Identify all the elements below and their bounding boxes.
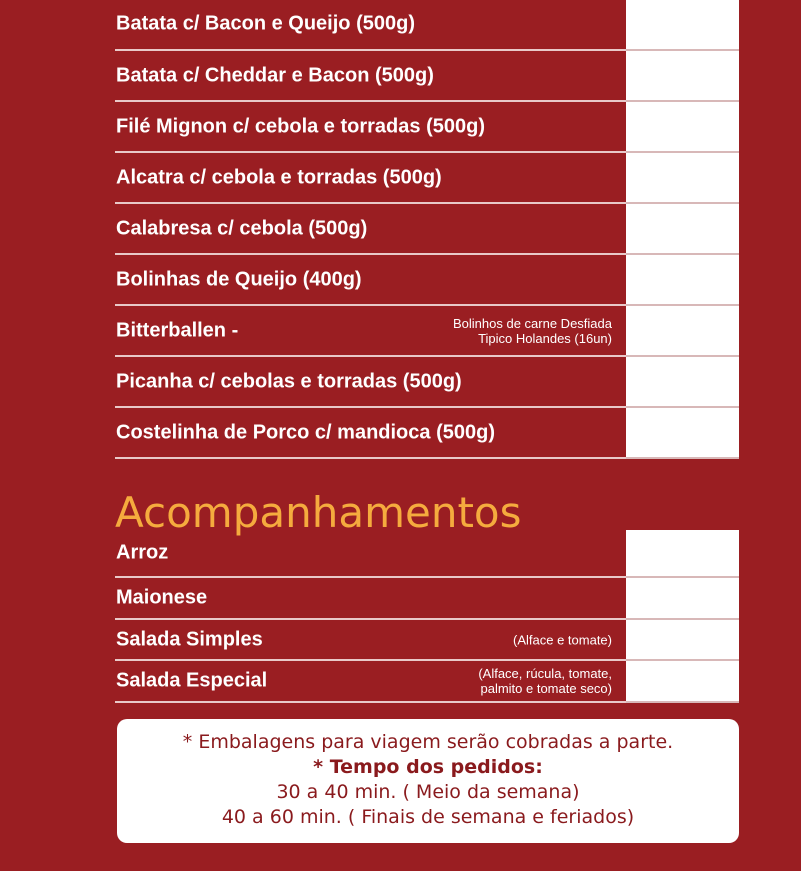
info-note — [117, 719, 739, 843]
quantity-input-box[interactable] — [626, 51, 739, 102]
menu-item — [115, 306, 626, 357]
quantity-input-box[interactable] — [626, 306, 739, 357]
note-weekend-time: 40 a 60 min. ( Finais de semana e feriados) — [221, 806, 635, 828]
menu-item-name: Filé Mignon c/ cebola e torradas (500g) — [116, 115, 485, 137]
menu-item-description: (Alface, rúcula, tomate, palmito e tomate seco) — [478, 666, 612, 696]
quantity-input-box[interactable] — [626, 204, 739, 255]
menu-item-name: Bitterballen - — [116, 319, 239, 341]
note-time-heading: * Tempo dos pedidos: — [313, 756, 543, 778]
menu-item — [115, 530, 626, 578]
quantity-input-box[interactable] — [626, 0, 739, 51]
menu-item — [115, 255, 626, 306]
menu-item-name: Picanha c/ cebolas e torradas (500g) — [116, 370, 462, 392]
quantity-input-box[interactable] — [626, 578, 739, 620]
note-weekday-time: 30 a 40 min. ( Meio da semana) — [276, 781, 580, 803]
menu-item — [115, 357, 626, 408]
menu-item-name: Salada Especial — [116, 669, 268, 692]
section-title-acompanhamentos: Acompanhamentos — [115, 488, 522, 537]
quantity-input-box[interactable] — [626, 153, 739, 204]
menu-item-name: Batata c/ Cheddar e Bacon (500g) — [116, 64, 434, 86]
menu-item — [115, 620, 626, 661]
menu-item-name: Costelinha de Porco c/ mandioca (500g) — [116, 421, 495, 443]
quantity-input-box[interactable] — [626, 620, 739, 661]
menu-item-name: Salada Simples — [116, 628, 263, 650]
menu-item — [115, 408, 626, 459]
menu-item-name: Batata c/ Bacon e Queijo (500g) — [116, 12, 415, 35]
quantity-input-box[interactable] — [626, 255, 739, 306]
menu-item — [115, 578, 626, 620]
menu-item-description: (Alface e tomate) — [513, 632, 612, 647]
menu-item — [115, 661, 626, 703]
menu-item-description: Bolinhos de carne Desfiada Tipico Holandes (16un) — [453, 315, 612, 346]
menu-item-name: Calabresa c/ cebola (500g) — [116, 217, 368, 239]
quantity-input-box[interactable] — [626, 408, 739, 459]
menu-item-name: Bolinhas de Queijo (400g) — [116, 268, 362, 290]
menu-item — [115, 0, 626, 51]
note-packaging: * Embalagens para viagem serão cobradas a parte. — [182, 731, 674, 753]
menu-item-name: Alcatra c/ cebola e torradas (500g) — [116, 166, 442, 188]
quantity-input-box[interactable] — [626, 530, 739, 578]
menu-item — [115, 51, 626, 102]
quantity-input-box[interactable] — [626, 357, 739, 408]
menu-item — [115, 102, 626, 153]
menu-item — [115, 204, 626, 255]
quantity-input-box[interactable] — [626, 102, 739, 153]
menu-item-name: Arroz — [116, 541, 169, 564]
quantity-input-box[interactable] — [626, 661, 739, 703]
menu-item — [115, 153, 626, 204]
menu-item-name: Maionese — [116, 586, 208, 609]
